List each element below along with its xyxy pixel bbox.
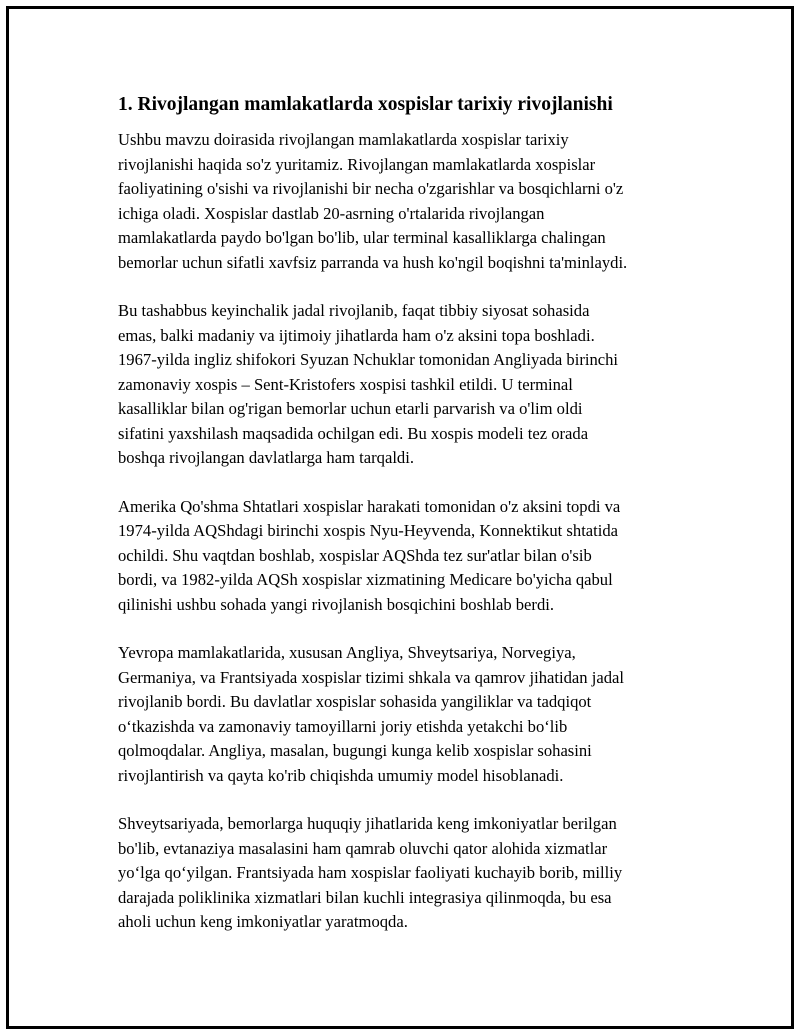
paragraph — [118, 128, 688, 275]
text-line: Amerika Qo'shma Shtatlari xospislar harakati tomonidan o'z aksini topdi va — [118, 496, 621, 516]
text-line: rivojlanishi haqida so'z yuritamiz. Rivojlangan mamlakatlarda xospislar — [118, 154, 596, 174]
paragraph — [118, 641, 688, 788]
text-line: rivojlantirish va qayta ko'rib chiqishda umumiy model hisoblanadi. — [118, 765, 564, 785]
text-line: ochildi. Shu vaqtdan boshlab, xospislar AQShda tez sur'atlar bilan o'sib — [118, 545, 592, 565]
text-line: faoliyatining o'sishi va rivojlanishi bir necha o'zgarishlar va bosqichlarni o'z — [118, 179, 624, 198]
text-line: mamlakatlarda paydo bo'lgan bo'lib, ular terminal kasalliklarga chalingan — [118, 228, 606, 247]
text-line: bordi, va 1982-yilda AQSh xospislar xizmatining Medicare bo'yicha qabul — [118, 570, 613, 589]
document-title: 1. Rivojlangan mamlakatlarda xospislar tarixiy rivojlanishi — [118, 94, 613, 115]
text-line: Bu tashabbus keyinchalik jadal rivojlanib, faqat tibbiy siyosat sohasida — [118, 301, 590, 320]
text-line: aholi uchun keng imkoniyatlar yaratmoqda. — [118, 912, 408, 931]
text-line: zamonaviy xospis – Sent-Kristofers xospisi tashkil etildi. U terminal — [118, 374, 573, 394]
text-line: rivojlanib bordi. Bu davlatlar xospislar sohasida yangiliklar va tadqiqot — [118, 692, 592, 711]
paragraph — [118, 812, 688, 935]
text-line: Ushbu mavzu doirasida rivojlangan mamlakatlarda xospislar tarixiy — [118, 130, 569, 149]
text-line: Yevropa mamlakatlarida, xususan Angliya, Shveytsariya, Norvegiya, — [118, 643, 576, 662]
text-line: emas, balki madaniy va ijtimoiy jihatlarda ham o'z aksini topa boshladi. — [118, 325, 595, 345]
text-line: Germaniya, va Frantsiyada xospislar tizimi shkala va qamrov jihatidan jadal — [118, 667, 624, 687]
text-line: kasalliklar bilan og'rigan bemorlar uchun etarli parvarish va o'lim oldi — [118, 399, 583, 418]
text-line: yo‘lga qo‘yilgan. Frantsiyada ham xospislar faoliyati kuchayib borib, milliy — [118, 863, 623, 882]
paragraph — [118, 299, 688, 471]
text-line: bemorlar uchun sifatli xavfsiz parranda va hush ko'ngil boqishni ta'minlaydi. — [118, 252, 628, 272]
text-line: boshqa rivojlangan davlatlarga ham tarqaldi. — [118, 448, 414, 467]
text-line: qolmoqdalar. Angliya, masalan, bugungi kunga kelib xospislar sohasini — [118, 741, 592, 760]
text-line: bo'lib, evtanaziya masalasini ham qamrab oluvchi qator alohida xizmatlar — [118, 838, 608, 858]
text-line: qilinishi ushbu sohada yangi rivojlanish bosqichini boshlab berdi. — [118, 594, 555, 614]
document-body — [118, 92, 688, 959]
text-line: 1974-yilda AQShdagi birinchi xospis Nyu-Heyvenda, Konnektikut shtatida — [118, 521, 619, 540]
text-line: ichiga oladi. Xospislar dastlab 20-asrning o'rtalarida rivojlangan — [118, 203, 545, 223]
text-line: sifatini yaxshilash maqsadida ochilgan edi. Bu xospis modeli tez orada — [118, 423, 589, 443]
text-line: o‘tkazishda va zamonaviy tamoyillarni joriy etishda yetakchi bo‘lib — [118, 716, 568, 736]
text-line: Shveytsariyada, bemorlarga huquqiy jihatlarida keng imkoniyatlar berilgan — [118, 814, 617, 833]
paragraph — [118, 495, 688, 618]
text-line: darajada poliklinika xizmatlari bilan kuchli integrasiya qilinmoqda, bu esa — [118, 887, 612, 907]
text-line: 1967-yilda ingliz shifokori Syuzan Nchuklar tomonidan Angliyada birinchi — [118, 350, 619, 369]
paragraph-list — [118, 128, 688, 935]
